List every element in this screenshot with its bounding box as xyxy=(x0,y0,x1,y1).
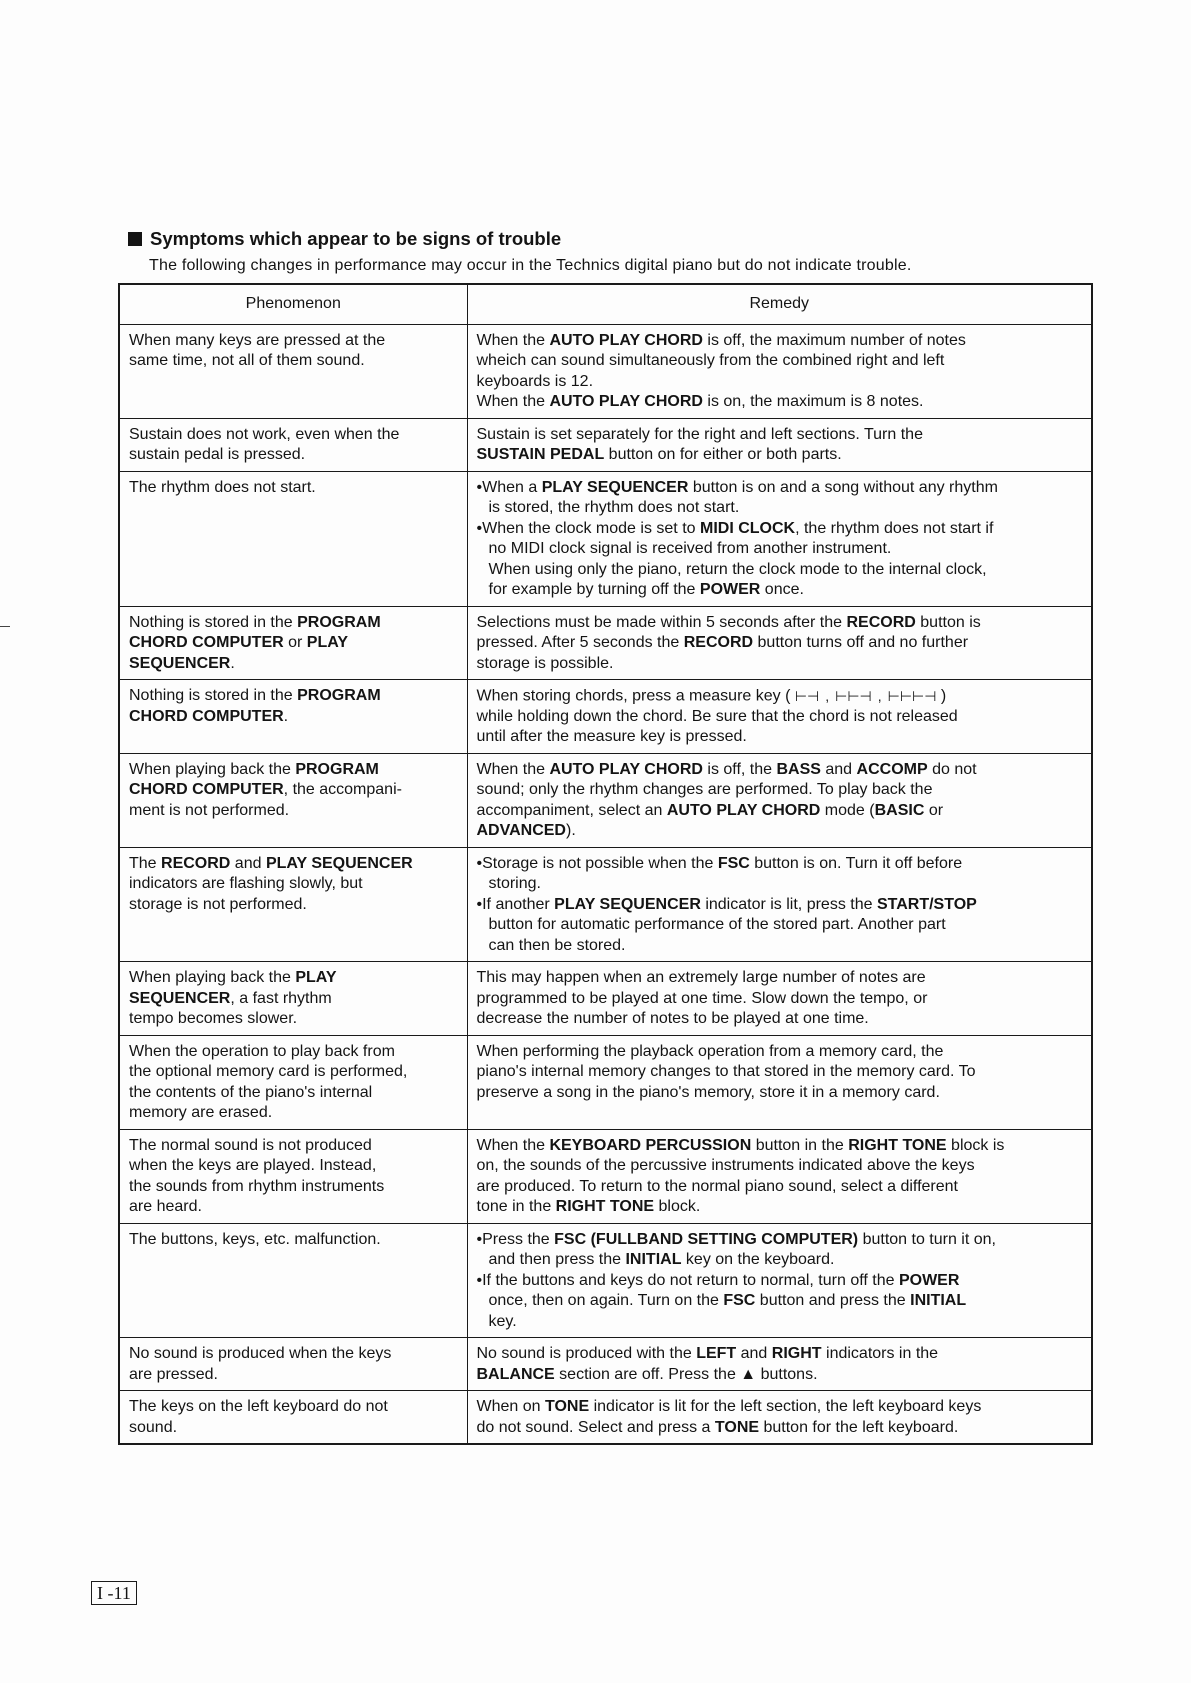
table-row xyxy=(119,1035,1092,1129)
measure-key-icon: ⊢⊣ xyxy=(794,688,820,704)
remedy-line xyxy=(477,936,1084,957)
remedy-text: do not xyxy=(927,760,977,778)
phenomenon-line: The keys on the left keyboard do not xyxy=(129,1398,388,1416)
remedy-text: key on the keyboard. xyxy=(681,1251,835,1269)
remedy-line xyxy=(477,1312,1084,1333)
heading-text: Symptoms which appear to be signs of trouble xyxy=(150,228,562,249)
remedy-line xyxy=(477,392,1084,413)
phenomenon-cell xyxy=(119,1129,467,1223)
remedy-text: and xyxy=(820,760,857,778)
remedy-text: When the xyxy=(476,1136,550,1154)
control-name: BASS xyxy=(776,760,821,778)
section-heading xyxy=(128,228,1098,250)
phenomenon-line: CHORD COMPUTER. xyxy=(129,707,289,725)
page-number: I -11 xyxy=(91,1581,137,1605)
remedy-cell xyxy=(467,680,1092,754)
remedy-text: When the xyxy=(476,331,550,349)
table-row xyxy=(119,847,1092,962)
phenomenon-line: CHORD COMPUTER, the accompani- xyxy=(129,781,402,799)
remedy-text: while holding down the chord. Be sure that the chord is not released xyxy=(476,707,958,725)
remedy-line xyxy=(477,1197,1084,1218)
remedy-line xyxy=(477,760,1084,781)
remedy-text: buttons. xyxy=(756,1365,818,1383)
remedy-text: button is xyxy=(915,613,981,631)
remedy-text: When storing chords, press a measure key ( xyxy=(476,687,795,705)
remedy-text: do not sound. Select and press a xyxy=(476,1418,715,1436)
table-row xyxy=(119,418,1092,471)
control-name: AUTO PLAY CHORD xyxy=(549,393,703,410)
remedy-line xyxy=(477,580,1084,601)
remedy-line xyxy=(477,425,1084,446)
remedy-line xyxy=(477,1083,1084,1104)
table-row xyxy=(119,1338,1092,1391)
remedy-line xyxy=(477,560,1084,581)
remedy-text: button for the left keyboard. xyxy=(759,1418,959,1436)
comma: , xyxy=(825,688,830,704)
table-row xyxy=(119,753,1092,847)
remedy-text: indicator is lit for the left section, the left keyboard keys xyxy=(589,1398,982,1416)
remedy-text: button for automatic performance of the stored part. Another part xyxy=(488,916,946,934)
control-name: RECORD xyxy=(846,613,916,631)
phenomenon-header: Phenomenon xyxy=(119,284,467,324)
remedy-text: preserve a song in the piano's memory, store it in a memory card. xyxy=(476,1083,940,1101)
control-name: AUTO PLAY CHORD xyxy=(549,760,703,778)
table-row xyxy=(119,962,1092,1036)
remedy-text: key. xyxy=(488,1312,517,1330)
phenomenon-line: SEQUENCER. xyxy=(129,654,235,672)
control-name: INITIAL xyxy=(910,1292,967,1310)
remedy-text: •Storage is not possible when the xyxy=(476,854,718,872)
table-row xyxy=(119,606,1092,680)
square-bullet-icon xyxy=(128,232,142,246)
remedy-line xyxy=(477,331,1084,352)
phenomenon-line: The normal sound is not produced xyxy=(129,1136,372,1154)
control-name: TONE xyxy=(714,1418,760,1436)
remedy-line xyxy=(477,821,1084,842)
phenomenon-line: are heard. xyxy=(129,1198,202,1216)
phenomenon-line: ment is not performed. xyxy=(129,801,290,819)
remedy-text: ). xyxy=(565,822,576,840)
phenomenon-line: Sustain does not work, even when the xyxy=(129,425,400,443)
control-name: PLAY SEQUENCER xyxy=(554,895,701,913)
remedy-text: When using only the piano, return the clock mode to the internal clock, xyxy=(488,560,987,578)
remedy-text: Sustain is set separately for the right and left sections. Turn the xyxy=(476,425,923,443)
remedy-text: indicators in the xyxy=(821,1345,939,1363)
remedy-text: keyboards is 12. xyxy=(476,372,594,390)
remedy-text: •When a xyxy=(476,478,542,496)
phenomenon-line: Nothing is stored in the PROGRAM xyxy=(129,613,381,631)
phenomenon-line: memory are erased. xyxy=(129,1104,273,1122)
remedy-line xyxy=(477,351,1084,372)
remedy-line xyxy=(477,854,1084,875)
intro-text: The following changes in performance may occur in the Technics digital piano but do not indicate trouble. xyxy=(149,257,912,274)
phenomenon-line: The rhythm does not start. xyxy=(129,478,316,496)
measure-key-icon: ⊢⊢⊣ xyxy=(835,688,872,704)
remedy-cell xyxy=(467,324,1092,418)
remedy-text: once. xyxy=(760,581,804,598)
remedy-cell xyxy=(467,1223,1092,1338)
remedy-text: •When the clock mode is set to xyxy=(476,519,700,537)
remedy-line xyxy=(477,539,1084,560)
remedy-line xyxy=(477,633,1084,654)
table-row xyxy=(119,680,1092,754)
remedy-text: programmed to be played at one time. Slow down the tempo, or xyxy=(476,989,928,1007)
remedy-text: •Press the xyxy=(476,1230,555,1248)
phenomenon-line: the contents of the piano's internal xyxy=(129,1083,373,1101)
remedy-text: When on xyxy=(476,1398,545,1416)
control-name: RECORD xyxy=(683,634,754,651)
phenomenon-cell xyxy=(119,1338,467,1391)
remedy-text: piano's internal memory changes to that stored in the memory card. To xyxy=(476,1063,976,1081)
remedy-text: or xyxy=(924,801,944,819)
phenomenon-line: When playing back the PROGRAM xyxy=(129,760,379,778)
control-name: LEFT xyxy=(696,1345,737,1363)
remedy-text: No sound is produced with the xyxy=(476,1345,697,1363)
remedy-line xyxy=(477,1365,1084,1386)
measure-key-icon: ⊢⊢⊢⊣ xyxy=(887,688,937,704)
measure-key-icons xyxy=(795,686,937,707)
phenomenon-line: sound. xyxy=(129,1418,178,1436)
phenomenon-line: When playing back the PLAY xyxy=(129,969,337,987)
remedy-text: decrease the number of notes to be played at one time. xyxy=(476,1010,869,1028)
control-name: POWER xyxy=(699,581,761,598)
remedy-text: accompaniment, select an xyxy=(476,801,667,819)
remedy-line xyxy=(477,780,1084,801)
phenomenon-cell xyxy=(119,606,467,680)
remedy-cell xyxy=(467,847,1092,962)
remedy-text: button and press the xyxy=(755,1292,911,1310)
remedy-text: can then be stored. xyxy=(488,936,626,954)
troubleshooting-table xyxy=(118,283,1093,1445)
remedy-text: pressed. After 5 seconds the xyxy=(476,634,684,651)
control-name: INITIAL xyxy=(625,1251,682,1269)
remedy-text: block is xyxy=(946,1136,1005,1154)
remedy-text: button is on. Turn it off before xyxy=(749,854,963,872)
control-name: FSC xyxy=(717,854,750,872)
remedy-text: button in the xyxy=(751,1136,849,1154)
remedy-cell xyxy=(467,471,1092,606)
phenomenon-line: indicators are flashing slowly, but xyxy=(129,875,363,893)
remedy-text: When the xyxy=(476,393,550,410)
remedy-text: This may happen when an extremely large number of notes are xyxy=(476,969,926,987)
remedy-text: storing. xyxy=(488,875,541,893)
remedy-text: tone in the xyxy=(476,1198,556,1216)
control-name: POWER xyxy=(898,1271,960,1289)
remedy-line xyxy=(477,874,1084,895)
phenomenon-cell xyxy=(119,324,467,418)
remedy-cell xyxy=(467,1129,1092,1223)
control-name: ▲ xyxy=(740,1365,757,1383)
remedy-text: for example by turning off the xyxy=(488,581,700,598)
remedy-line xyxy=(477,801,1084,822)
phenomenon-line: are pressed. xyxy=(129,1365,218,1383)
remedy-line xyxy=(477,707,1084,728)
remedy-text: indicator is lit, press the xyxy=(700,895,877,913)
remedy-text: ) xyxy=(936,687,947,705)
remedy-text: button to turn it on, xyxy=(858,1230,996,1248)
remedy-line xyxy=(477,654,1084,675)
phenomenon-line: the optional memory card is performed, xyxy=(129,1063,408,1081)
remedy-text: on, the sounds of the percussive instruments indicated above the keys xyxy=(476,1157,975,1175)
remedy-line xyxy=(477,1062,1084,1083)
remedy-cell xyxy=(467,1338,1092,1391)
remedy-line xyxy=(477,498,1084,519)
remedy-text: •If another xyxy=(476,895,555,913)
remedy-text: is stored, the rhythm does not start. xyxy=(488,499,740,516)
remedy-text: until after the measure key is pressed. xyxy=(476,728,747,746)
remedy-text: is off, the maximum number of notes xyxy=(702,331,966,349)
phenomenon-cell xyxy=(119,1391,467,1445)
phenomenon-line: sustain pedal is pressed. xyxy=(129,446,306,463)
remedy-line xyxy=(477,686,1084,707)
remedy-text: block. xyxy=(654,1198,701,1216)
control-name: FSC (FULLBAND SETTING COMPUTER) xyxy=(554,1230,859,1248)
remedy-text: Selections must be made within 5 seconds after the xyxy=(476,613,847,631)
phenomenon-cell xyxy=(119,962,467,1036)
remedy-text: storage is possible. xyxy=(476,654,614,672)
phenomenon-line: The buttons, keys, etc. malfunction. xyxy=(129,1230,381,1248)
remedy-header: Remedy xyxy=(467,284,1092,324)
comma: , xyxy=(877,688,882,704)
remedy-line xyxy=(477,989,1084,1010)
remedy-line xyxy=(477,1177,1084,1198)
remedy-cell xyxy=(467,418,1092,471)
remedy-line xyxy=(477,1344,1084,1365)
control-name: RIGHT TONE xyxy=(848,1136,947,1154)
remedy-line xyxy=(477,1397,1084,1418)
margin-mark xyxy=(0,626,10,627)
control-name: TONE xyxy=(544,1398,590,1416)
remedy-line xyxy=(477,915,1084,936)
remedy-text: sound; only the rhythm changes are performed. To play back the xyxy=(476,781,933,799)
table-row xyxy=(119,471,1092,606)
phenomenon-line: Nothing is stored in the PROGRAM xyxy=(129,687,381,704)
phenomenon-line: CHORD COMPUTER or PLAY xyxy=(129,634,348,651)
phenomenon-line: the sounds from rhythm instruments xyxy=(129,1177,385,1195)
control-name: BALANCE xyxy=(476,1365,555,1383)
phenomenon-cell xyxy=(119,680,467,754)
phenomenon-line: SEQUENCER, a fast rhythm xyxy=(129,989,332,1007)
remedy-cell xyxy=(467,1035,1092,1129)
control-name: PLAY SEQUENCER xyxy=(541,478,689,496)
remedy-line xyxy=(477,372,1084,393)
remedy-text: •If the buttons and keys do not return to normal, turn off the xyxy=(476,1271,899,1289)
control-name: KEYBOARD PERCUSSION xyxy=(549,1136,752,1154)
phenomenon-line: storage is not performed. xyxy=(129,895,307,913)
remedy-text: is off, the xyxy=(702,760,777,778)
remedy-text: no MIDI clock signal is received from another instrument. xyxy=(488,540,892,557)
table-header-row xyxy=(119,284,1092,324)
remedy-cell xyxy=(467,753,1092,847)
remedy-cell xyxy=(467,962,1092,1036)
phenomenon-cell xyxy=(119,753,467,847)
remedy-text: section are off. Press the xyxy=(554,1365,741,1383)
remedy-line xyxy=(477,1250,1084,1271)
remedy-text: are produced. To return to the normal piano sound, select a different xyxy=(476,1177,958,1195)
remedy-line xyxy=(477,1291,1084,1312)
remedy-cell xyxy=(467,1391,1092,1445)
control-name: ACCOMP xyxy=(856,760,928,778)
control-name: START/STOP xyxy=(876,895,977,913)
control-name: BASIC xyxy=(874,801,925,819)
remedy-line xyxy=(477,1230,1084,1251)
remedy-line xyxy=(477,1271,1084,1292)
table-row xyxy=(119,1129,1092,1223)
phenomenon-line: same time, not all of them sound. xyxy=(129,352,365,369)
remedy-line xyxy=(477,478,1084,499)
remedy-line xyxy=(477,613,1084,634)
phenomenon-line: No sound is produced when the keys xyxy=(129,1345,392,1363)
control-name: RIGHT xyxy=(771,1345,822,1363)
remedy-line xyxy=(477,895,1084,916)
table-row xyxy=(119,1391,1092,1445)
control-name: ADVANCED xyxy=(476,822,566,840)
remedy-cell xyxy=(467,606,1092,680)
remedy-text: When performing the playback operation from a memory card, the xyxy=(476,1042,944,1060)
content xyxy=(118,228,1098,1445)
remedy-text: , the rhythm does not start if xyxy=(795,519,994,537)
control-name: FSC xyxy=(723,1292,756,1310)
phenomenon-cell xyxy=(119,418,467,471)
phenomenon-line: when the keys are played. Instead, xyxy=(129,1157,377,1175)
phenomenon-line: When many keys are pressed at the xyxy=(129,331,386,349)
phenomenon-cell xyxy=(119,1035,467,1129)
remedy-line xyxy=(477,1042,1084,1063)
phenomenon-cell xyxy=(119,1223,467,1338)
remedy-line xyxy=(477,1156,1084,1177)
remedy-line xyxy=(477,1136,1084,1157)
control-name: MIDI CLOCK xyxy=(699,519,796,537)
remedy-text: button turns off and no further xyxy=(753,634,969,651)
remedy-text: is on, the maximum is 8 notes. xyxy=(702,393,924,410)
remedy-line xyxy=(477,968,1084,989)
remedy-line xyxy=(477,1009,1084,1030)
control-name: AUTO PLAY CHORD xyxy=(666,801,821,819)
phenomenon-line: When the operation to play back from xyxy=(129,1042,395,1060)
control-name: SUSTAIN PEDAL xyxy=(476,446,605,463)
remedy-text: mode ( xyxy=(820,801,875,819)
control-name: AUTO PLAY CHORD xyxy=(549,331,703,349)
remedy-line xyxy=(477,727,1084,748)
remedy-text: and then press the xyxy=(488,1251,626,1269)
remedy-text: and xyxy=(736,1345,772,1363)
phenomenon-line: tempo becomes slower. xyxy=(129,1010,298,1028)
phenomenon-line: The RECORD and PLAY SEQUENCER xyxy=(129,854,413,872)
table-row xyxy=(119,1223,1092,1338)
remedy-text: button on for either or both parts. xyxy=(604,446,842,463)
phenomenon-cell xyxy=(119,847,467,962)
remedy-text: wheich can sound simultaneously from the combined right and left xyxy=(476,352,945,369)
remedy-text: When the xyxy=(476,760,550,778)
remedy-text: button is on and a song without any rhythm xyxy=(688,478,998,496)
remedy-text: once, then on again. Turn on the xyxy=(488,1292,724,1310)
remedy-line xyxy=(477,1418,1084,1439)
control-name: RIGHT TONE xyxy=(555,1198,655,1216)
remedy-line xyxy=(477,445,1084,466)
table-row xyxy=(119,324,1092,418)
phenomenon-cell xyxy=(119,471,467,606)
remedy-line xyxy=(477,519,1084,540)
